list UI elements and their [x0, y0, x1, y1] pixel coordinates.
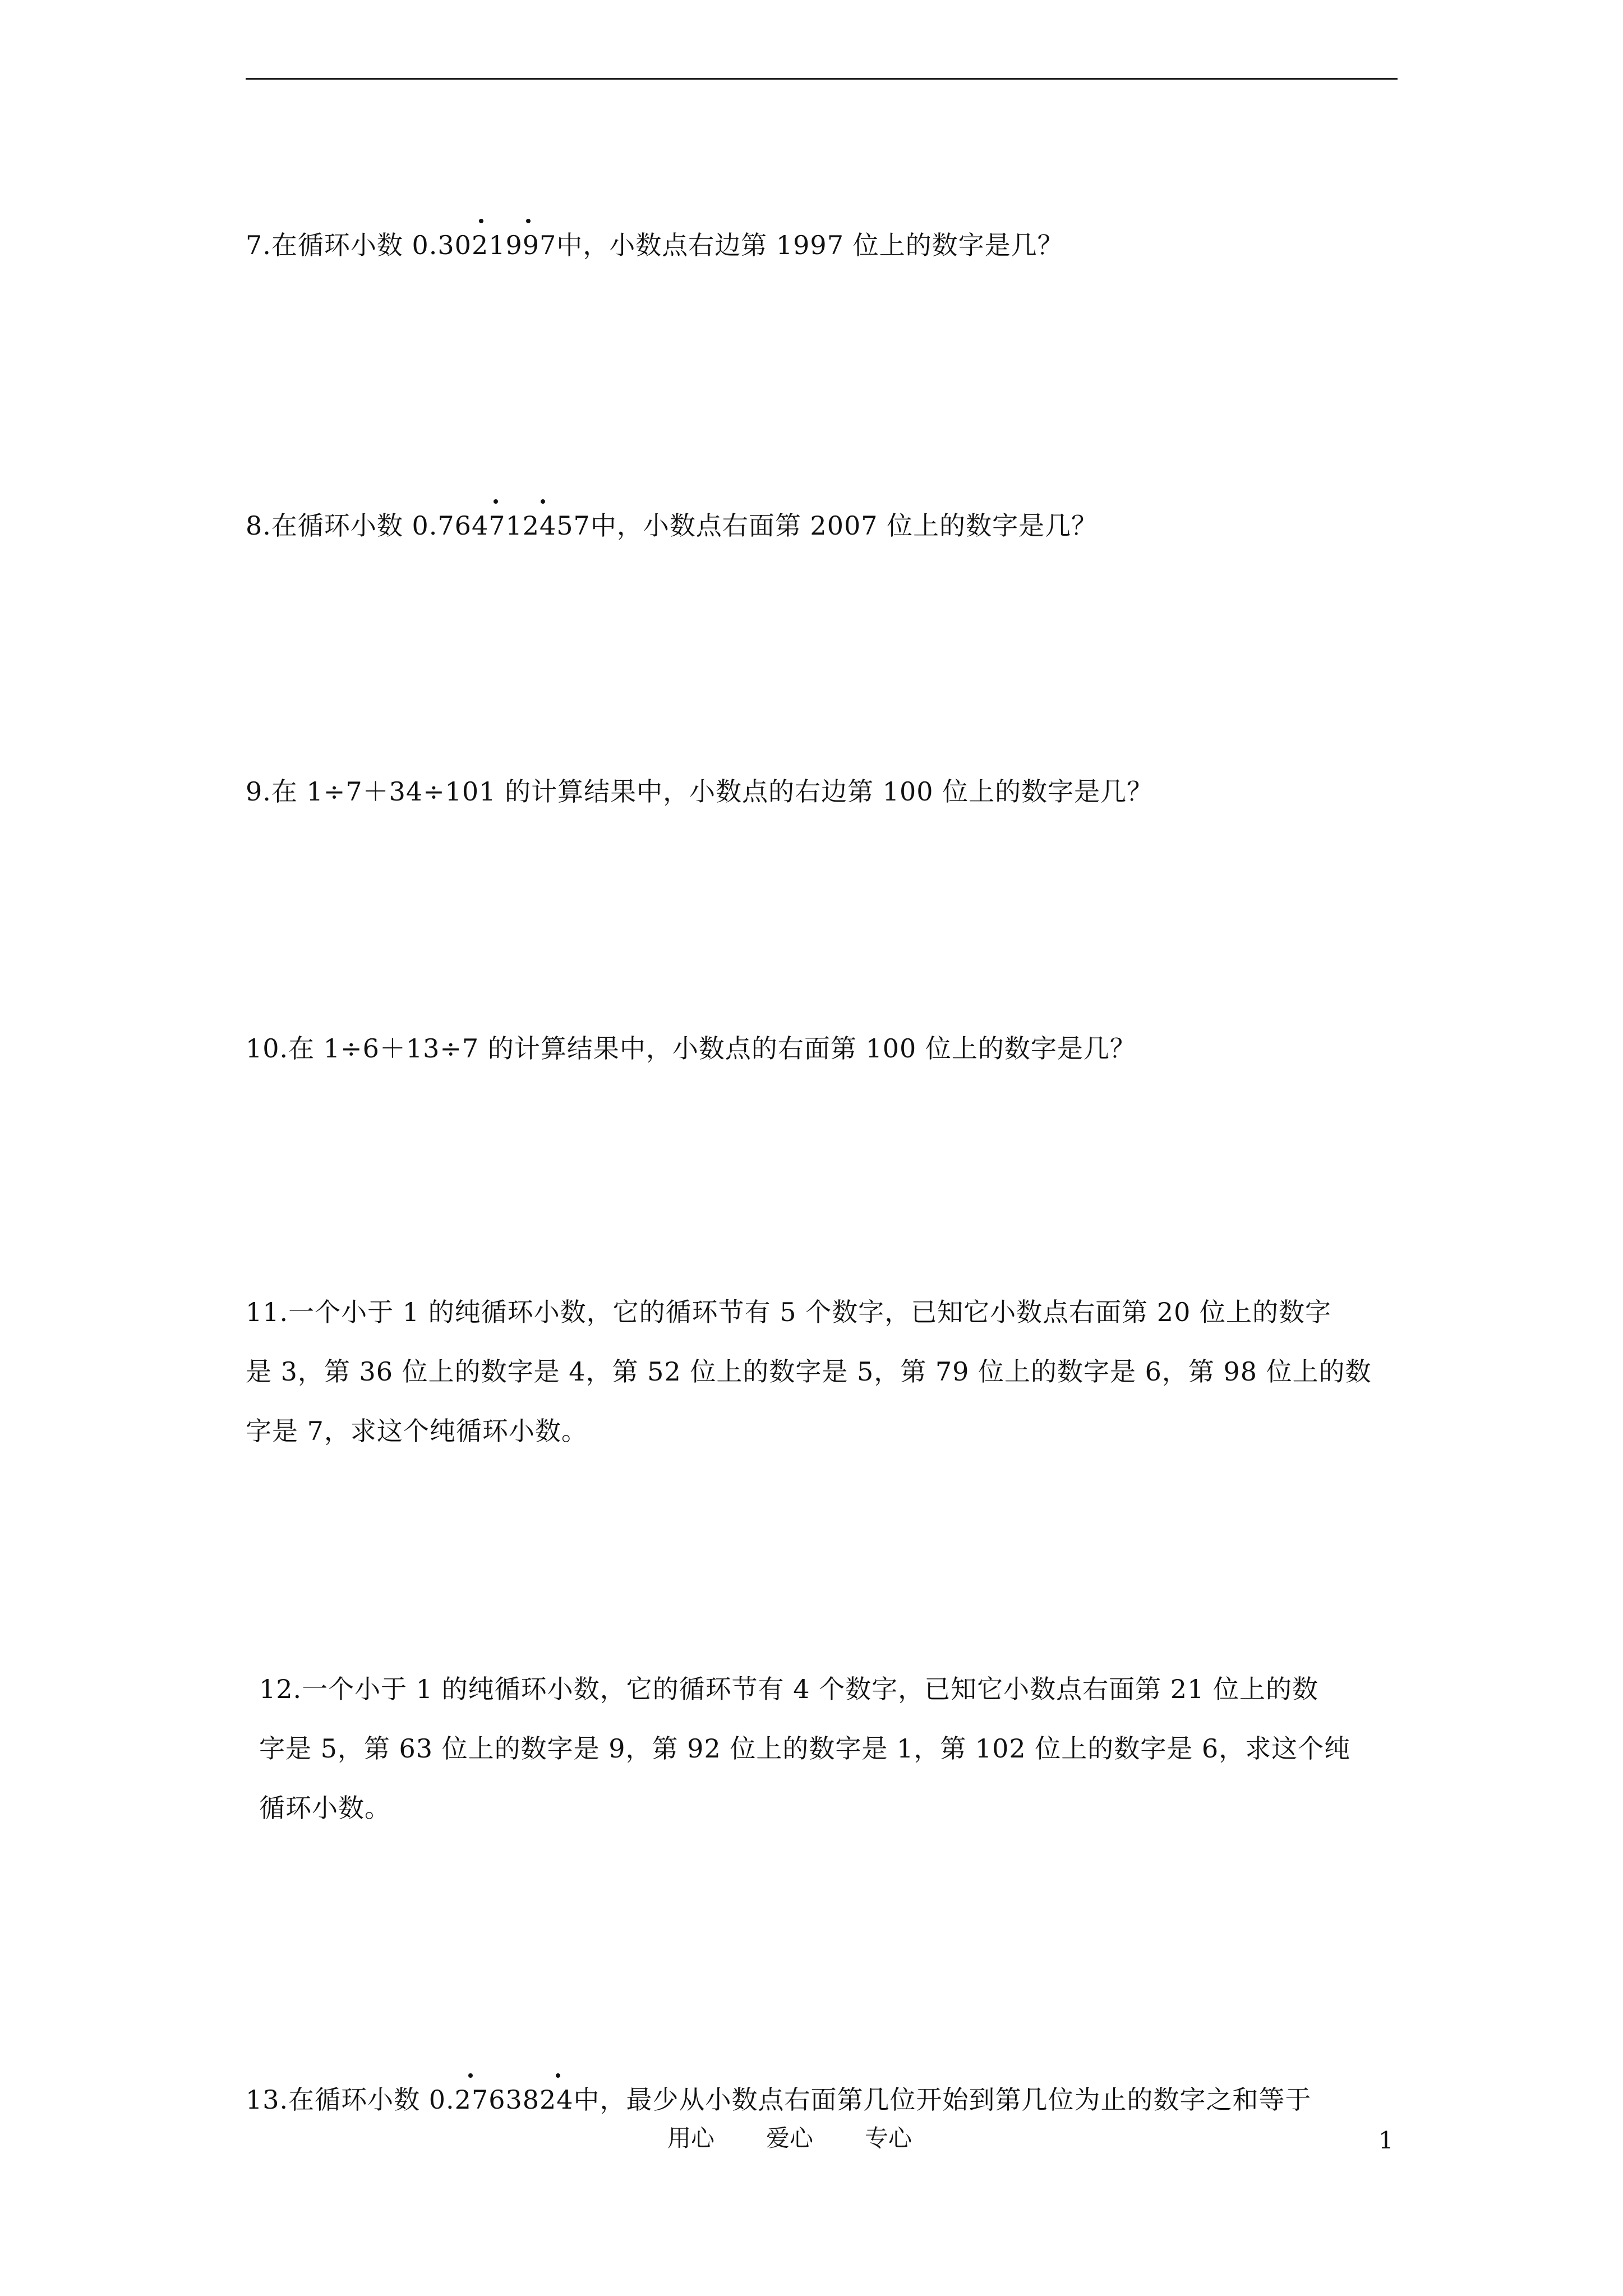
repeat-dot-end — [556, 2073, 560, 2078]
repeat-dot-start — [468, 2073, 473, 2078]
footer-motto-3: 专心 — [865, 2124, 912, 2152]
question-12 — [259, 1659, 1350, 1838]
question-13 — [246, 2070, 1312, 2129]
footer-motto-2: 爱心 — [766, 2124, 814, 2152]
question-7 — [246, 215, 1064, 275]
question-10 — [246, 1019, 1136, 1078]
page-number: 1 — [1378, 2127, 1394, 2154]
footer-motto — [667, 2122, 963, 2155]
header-rule — [246, 78, 1398, 80]
repeat-dot-start — [479, 219, 483, 223]
question-12-line-3: 循环小数。 — [259, 1793, 391, 1823]
question-8-prefix: 8.在循环小数 0. — [246, 510, 438, 541]
question-10-text: 10.在 1÷6＋13÷7 的计算结果中，小数点的右面第 100 位上的数字是几？ — [246, 1033, 1136, 1064]
question-11-line-3: 字是 7，求这个纯循环小数。 — [246, 1416, 588, 1446]
question-11 — [246, 1282, 1372, 1461]
question-13-digits-text: 2763824 — [454, 2085, 574, 2115]
question-11-line-2: 是 3，第 36 位上的数字是 4，第 52 位上的数字是 5，第 79 位上的数字是 6，第 98 位上的数 — [246, 1356, 1372, 1387]
question-12-line-1: 12.一个小于 1 的纯循环小数，它的循环节有 4 个数字，已知它小数点右面第 21 位上的数 — [259, 1674, 1318, 1704]
question-11-line-1: 11.一个小于 1 的纯循环小数，它的循环节有 5 个数字，已知它小数点右面第 20 位上的数字 — [246, 1297, 1331, 1327]
question-8 — [246, 496, 1098, 555]
question-13-repeating-digits — [455, 2070, 574, 2129]
repeat-dot-start — [494, 499, 498, 504]
question-8-digits-text: 764712457 — [437, 510, 591, 541]
question-7-suffix: 中，小数点右边第 1997 位上的数字是几？ — [556, 230, 1064, 260]
question-13-suffix: 中，最少从小数点右面第几位开始到第几位为止的数字之和等于 — [573, 2085, 1312, 2115]
question-7-prefix: 7.在循环小数 0. — [246, 230, 438, 260]
question-8-suffix: 中，小数点右面第 2007 位上的数字是几？ — [590, 510, 1098, 541]
footer-motto-1: 用心 — [667, 2124, 715, 2152]
question-7-digits-text: 3021997 — [437, 230, 557, 260]
repeat-dot-end — [526, 219, 531, 223]
repeat-dot-end — [541, 499, 545, 504]
question-12-line-2: 字是 5，第 63 位上的数字是 9，第 92 位上的数字是 1，第 102 位上的数字是 6，求这个纯 — [259, 1733, 1351, 1764]
question-8-repeating-digits — [437, 496, 590, 555]
question-13-prefix: 13.在循环小数 0. — [246, 2085, 455, 2115]
question-9-text: 9.在 1÷7＋34÷101 的计算结果中，小数点的右边第 100 位上的数字是几？ — [246, 776, 1154, 807]
question-9 — [246, 762, 1153, 821]
question-7-repeating-digits — [437, 215, 556, 275]
